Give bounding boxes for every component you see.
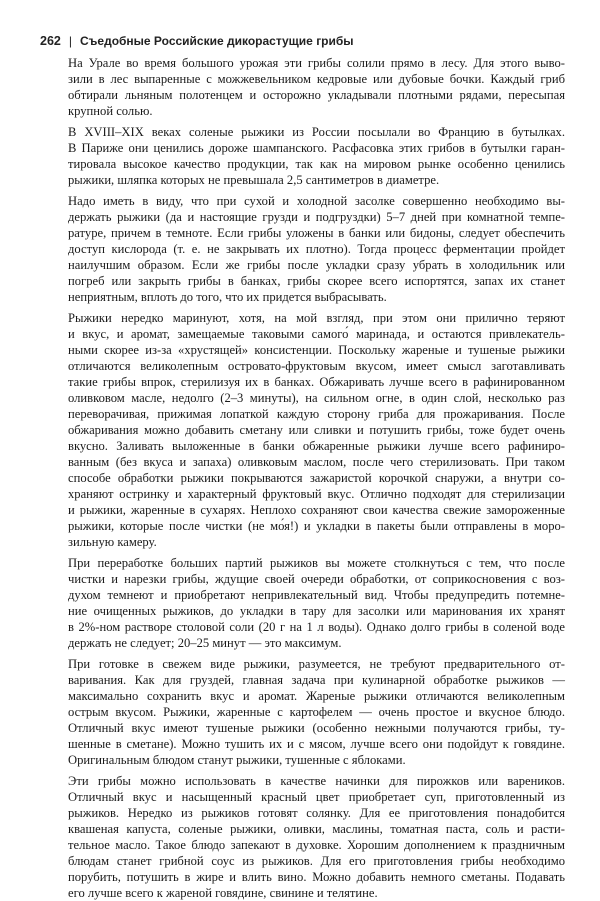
text-line: наилучшим образом. Если же грибы после укладки сразу убрать в холодильник или <box>68 258 565 272</box>
text-line: в 2%-ном растворе столовой соли (20 г на 1 л воды). Однако долго грибы в соленой воде <box>68 620 565 634</box>
text-line: ными скорее из-за «хрустящей» консистенции. Поскольку жареные и тушеные рыжики <box>68 343 565 357</box>
text-line: острым вкусом. Рыжики, жаренные с картофелем — очень простое и вкусное блюдо. <box>68 705 565 719</box>
running-title: Съедобные Российские дикорастущие грибы <box>79 34 354 48</box>
text-line: При готовке в свежем виде рыжики, разумеется, не требуют предварительного от- <box>68 657 565 671</box>
paragraph <box>50 555 565 651</box>
text-line: держать рыжики (да и настоящие грузди и подгруздки) 5–7 дней при комнатной темпе- <box>68 210 565 224</box>
text-line: обжаривания можно добавить сметану или сливки и потушить грибы, тоже будет очень <box>68 423 565 437</box>
text-line: чистки и нарезки грибы, ждущие своей очереди обработки, от соприкосновения с воз- <box>68 572 565 586</box>
text-line: способе обработки рыжики покрываются зажаристой корочкой снаружи, а внутри со- <box>68 471 565 485</box>
text-line: такие грибы впрок, стерилизуя их в банках. Обжаривать лучше всего в рафинированном <box>68 375 565 389</box>
text-line: вкусно. Заливать выложенные в банки обжаренные рыжики лучше всего рафиниро- <box>68 439 565 453</box>
text-line: крупной солью. <box>68 104 153 118</box>
text-line: шенные в сметане). Можно тушить их и с мясом, лучше всего они подойдут к говядине. <box>68 737 565 751</box>
text-line: Оригинальным блюдом станут рыжики, тушенные с яблоками. <box>68 753 406 767</box>
text-line: рыжиков. Нередко из рыжиков готовят солянку. Для ее приготовления понадобится <box>68 806 565 820</box>
text-line: Рыжики нередко маринуют, хотя, на мой взгляд, при этом они прилично теряют <box>68 311 565 325</box>
text-line: доступ кислорода (т. е. не закрывать их плотно). Тогда процесс ферментации пройдет <box>68 242 565 256</box>
text-line: духом темнеют и приобретают непривлекательный вид. Чтобы предупредить потемне- <box>68 588 565 602</box>
text-line: варивания. Как для груздей, главная задача при кулинарной обработке рыжиков — <box>68 673 565 687</box>
paragraph <box>50 124 565 188</box>
page-header <box>40 34 560 48</box>
text-line: порубить, потушить в жире и влить вино. Можно добавить немного сметаны. Подавать <box>68 870 565 884</box>
text-line: его лучше всего к жареной говядине, свинине и телятине. <box>68 886 378 900</box>
text-line: Эти грибы можно использовать в качестве начинки для пирожков или вареников. <box>68 774 565 788</box>
text-line: В XVIII–XIX веках соленые рыжики из России посылали во Францию в бутылках. <box>68 125 565 139</box>
paragraph <box>50 193 565 305</box>
text-line: рыжики, которые после чистки (не мо́я!) и укладки в пакеты были отправлены в моро- <box>68 519 565 533</box>
text-line: максимально сохранить вкус и аромат. Жареные рыжики отличаются великолепным <box>68 689 565 703</box>
page-number: 262 <box>40 34 61 48</box>
text-line: ванным (без вкуса и запаха) оливковым маслом, после чего стерилизовать. При таком <box>68 455 565 469</box>
text-line: блюдам станет грибной соус из рыжиков. Для его приготовления грибы необходимо <box>68 854 565 868</box>
paragraph <box>50 773 565 901</box>
text-line: квашеная капуста, соленые рыжики, оливки, маслины, томатная паста, соль и расти- <box>68 822 565 836</box>
text-line: зили в лес выпаренные с можжевельником кедровые или дубовые бочки. Каждый гриб <box>68 72 565 86</box>
text-line: погреб или закрыть грибы в банках, грибы скорее всего испортятся, запах их станет <box>68 274 565 288</box>
paragraph <box>50 310 565 550</box>
body-text <box>50 55 565 901</box>
text-line: рыжики, шляпка которых не превышала 2,5 сантиметров в диаметре. <box>68 173 440 187</box>
text-line: На Урале во время большого урожая эти грибы солили прямо в лесу. Для этого выво- <box>68 56 565 70</box>
text-line: зильную камеру. <box>68 535 157 549</box>
text-line: и вкус, и аромат, замещаемые таковыми самого́ маринада, и остаются привлекатель- <box>68 327 565 341</box>
text-line: Отличный вкус и насыщенный красный цвет приобретает суп, приготовленный из <box>68 790 565 804</box>
text-line: храняют остринку и характерный фруктовый вкус. Отлично подходят для стерилизации <box>68 487 565 501</box>
text-line: При переработке больших партий рыжиков вы можете столкнуться с тем, что после <box>68 556 565 570</box>
text-line: отличаются великолепным островато-фруктовым вкусом, имеет смысл заготавливать <box>68 359 565 373</box>
header-separator: | <box>68 34 72 48</box>
text-line: тировала высокое качество продукции, так как на мировом рынке особенно ценились <box>68 157 565 171</box>
text-line: ние очищенных рыжиков, до укладки в тару для засолки или маринования их хранят <box>68 604 565 618</box>
text-line: обтирали льняным полотенцем и осторожно укладывали плотными рядами, пересыпая <box>68 88 565 102</box>
text-line: Надо иметь в виду, что при сухой и холодной засолке совершенно необходимо вы- <box>68 194 565 208</box>
text-line: и рыжики, жаренные в сухарях. Неплохо сохраняют свои качества свежие замороженные <box>68 503 565 517</box>
paragraph <box>50 55 565 119</box>
text-line: ратуре, причем в темноте. Если грибы уложены в банки или бидоны, следует обеспечить <box>68 226 565 240</box>
text-line: В Париже они ценились дороже шампанского. Расфасовка этих грибов в бутылки гаран- <box>68 141 565 155</box>
text-line: держать не следует; 20–25 минут — это максимум. <box>68 636 342 650</box>
text-line: переворачивая, прижимая лопаткой каждую сторону гриба для прожаривания. После <box>68 407 565 421</box>
text-line: оливковом масле, недолго (2–3 минуты), на сильном огне, в один слой, несколько раз <box>68 391 565 405</box>
text-line: неприятным, вплоть до того, что их придется выбрасывать. <box>68 290 387 304</box>
paragraph <box>50 656 565 768</box>
text-line: Отличный вкус имеют тушеные рыжики (особенно нежными получаются грибы, ту- <box>68 721 565 735</box>
text-line: тельное масло. Такое блюдо запекают в духовке. Хорошим дополнением к праздничным <box>68 838 565 852</box>
